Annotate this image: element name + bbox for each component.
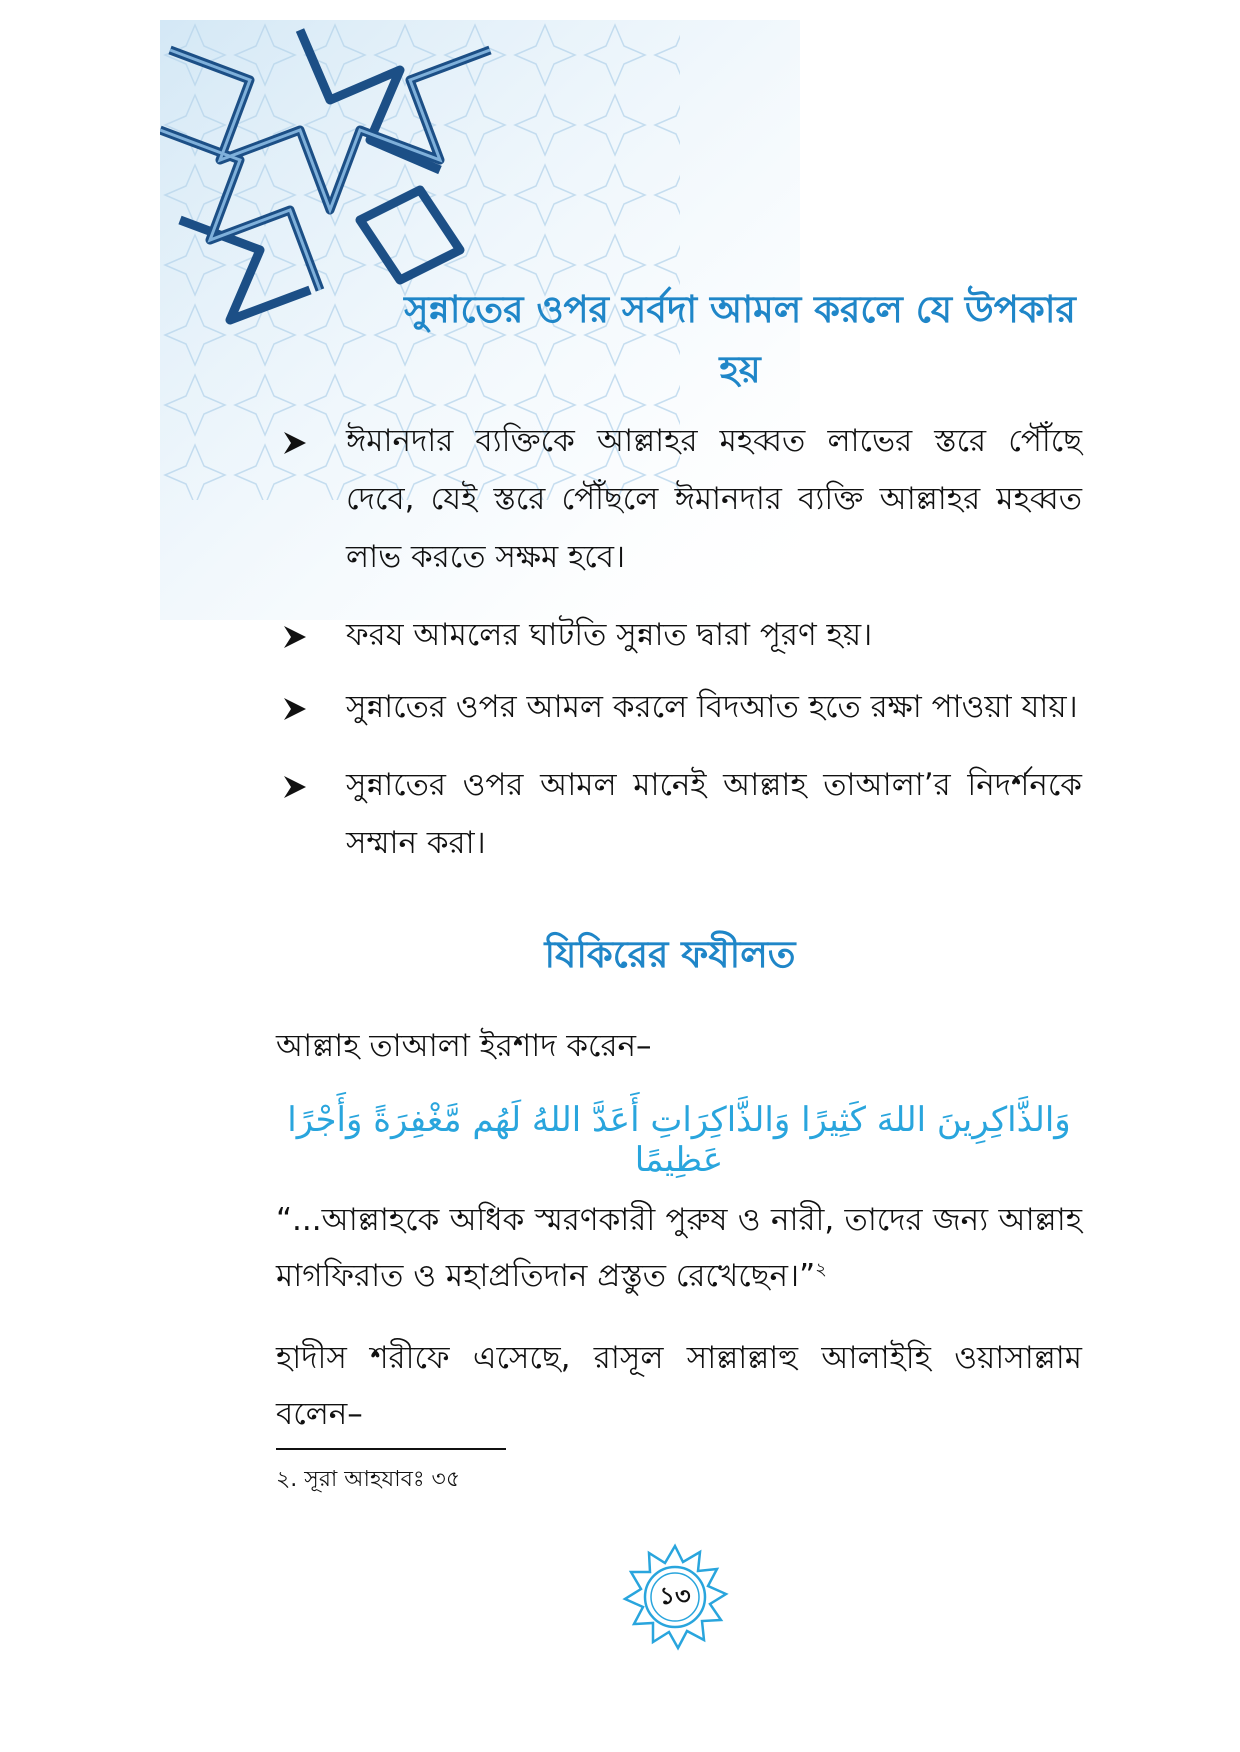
quran-ayah: وَالذَّاكِرِينَ اللهَ كَثِيرًا وَالذَّاكِرَاتِ أَعَدَّ اللهُ لَهُم مَّغْفِرَةً وَأَجْرًا عَظِيمًا: [287, 1100, 1071, 1180]
list-item-text: সুন্নাতের ওপর আমল মানেই আল্লাহ তাআলা’র নিদর্শনকে সম্মান করা।: [346, 767, 1082, 861]
arrow-bullet-icon: [282, 774, 308, 800]
list-item: [282, 756, 1082, 872]
list-item-text: ঈমানদার ব্যক্তিকে আল্লাহর মহব্বত লাভের স্তরে পৌঁছে দেবে, যেই স্তরে পৌঁছলে ঈমানদার ব্যক্তি আল্লাহর মহব্বত লাভ করতে সক্ষম হবে।: [346, 423, 1082, 575]
footnote-ref: ২: [815, 1259, 827, 1280]
translation-text: “...আল্লাহকে অধিক স্মরণকারী পুরুষ ও নারী, তাদের জন্য আল্লাহ মাগফিরাত ও মহাপ্রতিদান প্রস্তুত রেখেছেন।”: [276, 1202, 1082, 1294]
arrow-bullet-icon: [282, 696, 308, 722]
section-heading-sunnah-benefits: সুন্নাতের ওপর সর্বদা আমল করলে যে উপকার হয়: [404, 288, 1076, 391]
list-item-text: ফরয আমলের ঘাটতি সুন্নাত দ্বারা পূরণ হয়।: [346, 617, 873, 653]
list-item-text: সুন্নাতের ওপর আমল করলে বিদআত হতে রক্ষা পাওয়া যায়।: [346, 689, 1078, 725]
footnote-divider: [276, 1448, 506, 1450]
list-item: [282, 678, 1082, 736]
section-heading-zikr-virtue: যিকিরের ফযীলত: [544, 933, 796, 976]
list-item: [282, 606, 1082, 664]
benefits-list: [282, 412, 1082, 892]
page-number: ১৩: [659, 1582, 691, 1610]
arrow-bullet-icon: [282, 624, 308, 650]
footnote: ২. সূরা আহযাবঃ ৩৫: [276, 1467, 461, 1492]
hadith-intro: হাদীস শরীফে এসেছে, রাসূল সাল্লাল্লাহু আলাইহি ওয়াসাল্লাম বলেন–: [276, 1340, 1082, 1432]
intro-text: আল্লাহ তাআলা ইরশাদ করেন–: [276, 1028, 652, 1064]
translation-quote: [276, 1192, 1082, 1304]
arrow-bullet-icon: [282, 430, 308, 456]
list-item: [282, 412, 1082, 586]
